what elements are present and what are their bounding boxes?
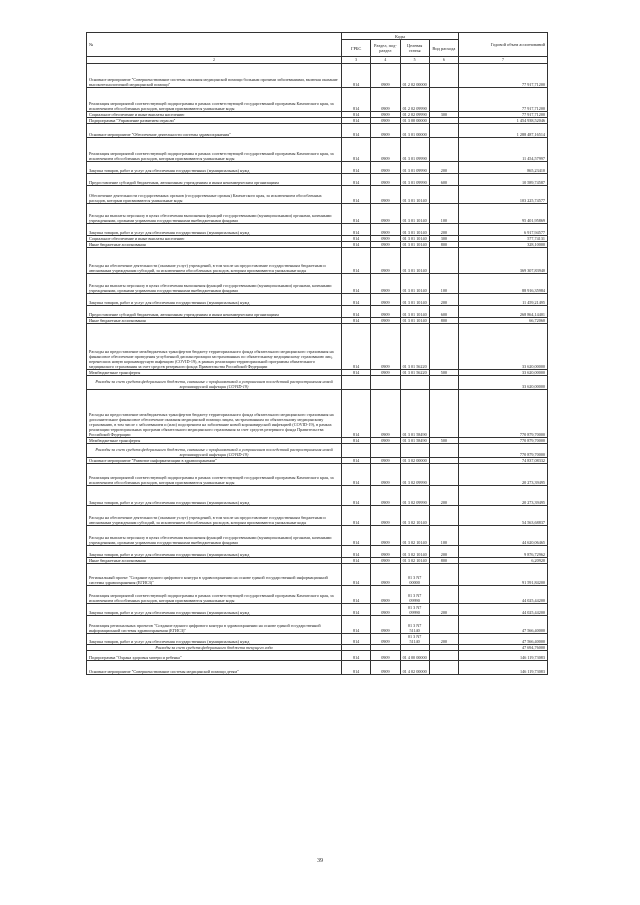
header-vr: Вид расхода xyxy=(429,40,458,57)
row-expense-type xyxy=(429,324,458,370)
row-razdel: 0909 xyxy=(371,306,400,318)
table-row xyxy=(87,306,548,318)
col-number: 4 xyxy=(371,57,400,64)
table-row xyxy=(87,634,548,645)
table-row xyxy=(87,506,548,526)
row-name: Закупка товаров, работ и услуг для обеспечения государственных (муниципальных) нужд xyxy=(87,486,342,506)
row-grbs: 814 xyxy=(342,138,371,162)
row-razdel: 0909 xyxy=(371,526,400,546)
row-expense-type: 200 xyxy=(429,604,458,616)
row-name: Реализация мероприятий соответствующей подпрограммы в рамках соответствующей государственной программы Камчатского края, за исключением обособленных расходов, которым присваиваются уникальные коды xyxy=(87,138,342,162)
row-expense-type: 200 xyxy=(429,634,458,645)
row-target-article: 01 3 02 09990 xyxy=(400,486,429,506)
row-grbs: 814 xyxy=(342,390,371,438)
column-number-row xyxy=(87,57,548,64)
row-amount: 6,20920 xyxy=(459,558,548,564)
row-razdel: 0909 xyxy=(371,651,400,661)
row-expense-type: 600 xyxy=(429,174,458,186)
row-grbs: 814 xyxy=(342,162,371,174)
row-target-article: 01 3 01 10140 xyxy=(400,236,429,242)
header-num: № xyxy=(87,33,342,57)
row-name: Расходы на обеспечение деятельности (оказание услуг) учреждений, в том числе на предоставление государственным бюджетным и автономным учреждениям субсидий, за исключением обособленных расходов, которым присваиваются уникальные коды xyxy=(87,506,342,526)
row-name: Закупка товаров, работ и услуг для обеспечения государственных (муниципальных) нужд xyxy=(87,604,342,616)
row-name: Основное мероприятие "Совершенствование системы оказания медицинской помощи больным прочими заболеваниями, включая оказание высокотехнологичной медицинской помощи" xyxy=(87,64,342,88)
row-grbs: 814 xyxy=(342,318,371,324)
row-name: Расходы на предоставление межбюджетных трансфертов бюджету территориального фонда обязательного медицинского страхования на дополнительное финансовое обеспечение оказания медицинской помощи лицам, застрахованным по обязательному медицинскому страхованию, в том числе с заболеванием и (или) подозрением на заболевание новой коронавирусной инфекцией (COVID-19), в рамках реализации территориальных программ обязательного медицинского страхования за счет средств резервного фонда Правительства Российской Федерации xyxy=(87,390,342,438)
row-expense-type: 500 xyxy=(429,438,458,444)
table-row xyxy=(87,376,548,390)
row-razdel: 0909 xyxy=(371,661,400,675)
table-row xyxy=(87,224,548,236)
row-grbs: 814 xyxy=(342,64,371,88)
row-name: Подпрограмма "Управление развитием отрасли" xyxy=(87,118,342,124)
row-target-article: 01 2 02 09990 xyxy=(400,88,429,112)
row-name: Социальное обеспечение и иные выплаты населению xyxy=(87,112,342,118)
table-row xyxy=(87,661,548,675)
table-row xyxy=(87,274,548,294)
row-razdel: 0909 xyxy=(371,546,400,558)
row-razdel: 0909 xyxy=(371,112,400,118)
row-razdel: 0909 xyxy=(371,586,400,604)
table-row xyxy=(87,390,548,438)
row-amount: 9 876,72962 xyxy=(459,546,548,558)
row-expense-type: 100 xyxy=(429,274,458,294)
row-razdel: 0909 xyxy=(371,236,400,242)
row-name: Реализация мероприятий соответствующей подпрограммы в рамках соответствующей государственной программы Камчатского края, за исключением обособленных расходов, которым присваиваются уникальные коды xyxy=(87,586,342,604)
row-grbs: 814 xyxy=(342,112,371,118)
row-razdel: 0909 xyxy=(371,162,400,174)
row-amount: 10 589,74587 xyxy=(459,174,548,186)
row-razdel: 0909 xyxy=(371,616,400,634)
row-target-article: 01 4 02 00000 xyxy=(400,661,429,675)
row-razdel: 0909 xyxy=(371,604,400,616)
row-amount: 1 454 938,52046 xyxy=(459,118,548,124)
row-amount: 865,23410 xyxy=(459,162,548,174)
page-number: 39 xyxy=(317,858,323,864)
row-expense-type xyxy=(429,586,458,604)
row-razdel: 0909 xyxy=(371,242,400,248)
row-target-article: 01 3 01 58490 xyxy=(400,438,429,444)
row-grbs: 814 xyxy=(342,118,371,124)
row-expense-type xyxy=(429,248,458,274)
row-target-article: 01 3 02 00000 xyxy=(400,458,429,464)
row-expense-type: 600 xyxy=(429,306,458,318)
row-target-article: 01 3 02 10140 xyxy=(400,558,429,564)
row-amount: 33 620,00000 xyxy=(459,370,548,376)
row-grbs: 814 xyxy=(342,564,371,586)
row-expense-type xyxy=(429,186,458,204)
table-row xyxy=(87,64,548,88)
row-amount: 577,74131 xyxy=(459,236,548,242)
table-row xyxy=(87,616,548,634)
row-grbs: 814 xyxy=(342,586,371,604)
row-target-article xyxy=(400,376,429,390)
row-amount: 770 879,70000 xyxy=(459,390,548,438)
row-grbs: 814 xyxy=(342,274,371,294)
row-target-article: 01 2 02 00000 xyxy=(400,64,429,88)
row-name: Реализация мероприятий соответствующей подпрограммы в рамках соответствующей государственной программы Камчатского края, за исключением обособленных расходов, которым присваиваются уникальные коды xyxy=(87,88,342,112)
row-amount: 11 459,21495 xyxy=(459,294,548,306)
row-amount: 91 591,84200 xyxy=(459,564,548,586)
table-row xyxy=(87,486,548,506)
row-name: Иные бюджетные ассигнования xyxy=(87,242,342,248)
row-name: Иные бюджетные ассигнования xyxy=(87,558,342,564)
row-name: Расходы на предоставление межбюджетных трансфертов бюджету территориального фонда обязательного медицинского страхования на финансовое обеспечение проведения углубленной диспансеризации застрахованных по обязательному медицинскому страхованию лиц, перенесших новую коронавирусную инфекцию (COVID-19), в рамках реализации территориальной программы обязательного медицинского страхования за счет средств резервного фонда Правительства Российской Федерации xyxy=(87,324,342,370)
row-expense-type: 200 xyxy=(429,486,458,506)
row-expense-type xyxy=(429,88,458,112)
row-amount: 77 917,71200 xyxy=(459,88,548,112)
row-expense-type: 800 xyxy=(429,242,458,248)
col-number: 5 xyxy=(400,57,429,64)
row-grbs: 814 xyxy=(342,370,371,376)
row-name: Закупка товаров, работ и услуг для обеспечения государственных (муниципальных) нужд xyxy=(87,224,342,236)
row-target-article: 01 3 01 09990 xyxy=(400,162,429,174)
table-row xyxy=(87,546,548,558)
row-name: Расходы на выплаты персоналу в целях обеспечения выполнения функций государственными (муниципальными) органами, казенными учреждениями, органами управления государственными внебюджетными фондами xyxy=(87,274,342,294)
table-row xyxy=(87,138,548,162)
row-expense-type: 100 xyxy=(429,204,458,224)
row-amount: 11 454,57997 xyxy=(459,138,548,162)
row-name: Закупка товаров, работ и услуг для обеспечения государственных (муниципальных) нужд xyxy=(87,294,342,306)
row-grbs: 814 xyxy=(342,174,371,186)
row-grbs: 814 xyxy=(342,616,371,634)
row-expense-type xyxy=(429,64,458,88)
table-row xyxy=(87,88,548,112)
row-expense-type xyxy=(429,390,458,438)
row-amount: 74 837,08332 xyxy=(459,458,548,464)
row-grbs: 814 xyxy=(342,634,371,645)
row-grbs xyxy=(342,444,371,458)
row-grbs: 814 xyxy=(342,324,371,370)
row-amount: 47 566,40000 xyxy=(459,616,548,634)
row-amount: 770 879,70000 xyxy=(459,438,548,444)
budget-table-sheet xyxy=(86,32,548,842)
row-expense-type: 800 xyxy=(429,558,458,564)
row-expense-type xyxy=(429,376,458,390)
row-grbs: 814 xyxy=(342,526,371,546)
table-row xyxy=(87,186,548,204)
row-target-article: 01 3 01 09990 xyxy=(400,174,429,186)
row-target-article: 01 3 N7 09990 xyxy=(400,604,429,616)
table-row xyxy=(87,444,548,458)
col-number: 7 xyxy=(459,57,548,64)
row-name: Основное мероприятие "Совершенствование системы медицинской помощи детям" xyxy=(87,661,342,675)
row-razdel: 0909 xyxy=(371,124,400,138)
row-name: Реализация мероприятий соответствующей подпрограммы в рамках соответствующей государственной программы Камчатского края, за исключением обособленных расходов, которым присваиваются уникальные коды xyxy=(87,464,342,486)
row-grbs: 814 xyxy=(342,661,371,675)
row-razdel: 0909 xyxy=(371,248,400,274)
row-razdel: 0909 xyxy=(371,564,400,586)
table-row xyxy=(87,124,548,138)
row-amount: 44 620,06465 xyxy=(459,526,548,546)
row-razdel: 0909 xyxy=(371,174,400,186)
row-name: Закупка товаров, работ и услуг для обеспечения государственных (муниципальных) нужд xyxy=(87,634,342,645)
row-amount: 33 620,00000 xyxy=(459,376,548,390)
row-razdel: 0909 xyxy=(371,294,400,306)
row-expense-type: 200 xyxy=(429,294,458,306)
row-name: Межбюджетные трансферты xyxy=(87,438,342,444)
row-grbs: 814 xyxy=(342,458,371,464)
table-row xyxy=(87,248,548,274)
row-amount: 44 025,44200 xyxy=(459,604,548,616)
table-row xyxy=(87,526,548,546)
row-target-article: 01 3 00 00000 xyxy=(400,118,429,124)
row-grbs: 814 xyxy=(342,306,371,318)
row-target-article: 01 3 01 10140 xyxy=(400,306,429,318)
col-number: 2 xyxy=(87,57,342,64)
row-target-article: 01 3 01 58490 xyxy=(400,390,429,438)
row-name: Региональный проект "Создание единого цифрового контура в здравоохранении на основе единой государственной информационной системы здравоохранения (ЕГИСЗ)" xyxy=(87,564,342,586)
row-razdel: 0909 xyxy=(371,224,400,236)
row-expense-type: 200 xyxy=(429,546,458,558)
row-grbs: 814 xyxy=(342,506,371,526)
header-codes: Коды xyxy=(342,33,459,40)
table-body xyxy=(87,57,548,675)
row-razdel: 0909 xyxy=(371,458,400,464)
row-target-article: 01 3 01 10140 xyxy=(400,186,429,204)
row-name: Расходы за счет средств федерального бюджета, связанные с профилактикой и устранением последствий распространения новой коронавирусной инфекции (COVID-19) xyxy=(87,444,342,458)
row-amount: 47 694,76000 xyxy=(459,645,548,651)
row-target-article: 01 3 01 10140 xyxy=(400,204,429,224)
row-target-article: 01 4 00 00000 xyxy=(400,651,429,661)
row-target-article: 01 3 01 10140 xyxy=(400,294,429,306)
row-amount: 54 563,68837 xyxy=(459,506,548,526)
row-amount: 103 225,74577 xyxy=(459,186,548,204)
row-amount: 20 273,39495 xyxy=(459,486,548,506)
row-grbs: 814 xyxy=(342,558,371,564)
row-razdel: 0909 xyxy=(371,486,400,506)
row-expense-type xyxy=(429,138,458,162)
row-name: Основное мероприятие "Развитие информатизации в здравоохранении" xyxy=(87,458,342,464)
row-amount: 66,72060 xyxy=(459,318,548,324)
row-razdel: 0909 xyxy=(371,186,400,204)
header-sum: Годовой объем ассигнований xyxy=(459,33,548,57)
table-row xyxy=(87,464,548,486)
col-number: 6 xyxy=(429,57,458,64)
row-grbs: 814 xyxy=(342,546,371,558)
row-expense-type xyxy=(429,564,458,586)
header-razdel: Раздел, под-раздел xyxy=(371,40,400,57)
row-razdel: 0909 xyxy=(371,370,400,376)
row-razdel xyxy=(371,444,400,458)
row-target-article: 01 3 02 10140 xyxy=(400,526,429,546)
row-name: Социальное обеспечение и иные выплаты населению xyxy=(87,236,342,242)
row-target-article: 01 3 N7 51140 xyxy=(400,616,429,634)
row-expense-type: 100 xyxy=(429,526,458,546)
header-cs: Целевая статья xyxy=(400,40,429,57)
row-expense-type: 300 xyxy=(429,112,458,118)
table-row xyxy=(87,651,548,661)
row-amount: 95 401,95869 xyxy=(459,204,548,224)
row-grbs: 814 xyxy=(342,438,371,444)
row-target-article xyxy=(400,444,429,458)
table-row xyxy=(87,604,548,616)
row-name: Основное мероприятие "Обеспечение деятельности системы здравоохранения" xyxy=(87,124,342,138)
row-razdel: 0909 xyxy=(371,88,400,112)
row-grbs: 814 xyxy=(342,236,371,242)
row-expense-type: 200 xyxy=(429,162,458,174)
row-razdel xyxy=(371,376,400,390)
row-target-article: 01 2 02 09990 xyxy=(400,112,429,118)
row-expense-type: 300 xyxy=(429,236,458,242)
col-number: 3 xyxy=(342,57,371,64)
row-grbs: 814 xyxy=(342,186,371,204)
row-grbs: 814 xyxy=(342,486,371,506)
row-razdel: 0909 xyxy=(371,274,400,294)
row-target-article: 01 3 01 10140 xyxy=(400,248,429,274)
row-amount: 77 917,71200 xyxy=(459,112,548,118)
row-grbs: 814 xyxy=(342,604,371,616)
row-grbs: 814 xyxy=(342,464,371,486)
table-row xyxy=(87,162,548,174)
row-razdel: 0909 xyxy=(371,390,400,438)
row-amount: 6 917,94577 xyxy=(459,224,548,236)
row-target-article: 01 3 01 10140 xyxy=(400,224,429,236)
row-razdel: 0909 xyxy=(371,506,400,526)
row-target-article: 01 3 02 09990 xyxy=(400,464,429,486)
row-razdel: 0909 xyxy=(371,464,400,486)
row-name: Расходы на выплаты персоналу в целях обеспечения выполнения функций государственными (муниципальными) органами, казенными учреждениями, органами управления государственными внебюджетными фондами xyxy=(87,526,342,546)
row-name: Межбюджетные трансферты xyxy=(87,370,342,376)
row-razdel: 0909 xyxy=(371,324,400,370)
row-target-article: 01 3 02 10140 xyxy=(400,546,429,558)
table-row xyxy=(87,204,548,224)
row-target-article: 01 3 01 09990 xyxy=(400,138,429,162)
row-grbs: 814 xyxy=(342,124,371,138)
row-expense-type xyxy=(429,506,458,526)
row-expense-type xyxy=(429,464,458,486)
header-grbs: ГРБС xyxy=(342,40,371,57)
row-grbs: 814 xyxy=(342,294,371,306)
row-grbs: 814 xyxy=(342,651,371,661)
row-name: Предоставление субсидий бюджетным, автономным учреждениям и иным некоммерческим организациям xyxy=(87,306,342,318)
row-target-article: 01 3 N7 51140 xyxy=(400,634,429,645)
row-razdel: 0909 xyxy=(371,558,400,564)
row-grbs: 814 xyxy=(342,242,371,248)
row-target-article: 01 3 N7 09990 xyxy=(400,586,429,604)
row-name: Закупка товаров, работ и услуг для обеспечения государственных (муниципальных) нужд xyxy=(87,546,342,558)
row-expense-type xyxy=(429,651,458,661)
row-name: Расходы на обеспечение деятельности (оказание услуг) учреждений, в том числе на предоставление государственным бюджетным и автономным учреждениям субсидий, за исключением обособленных расходов, которым присваиваются уникальные коды xyxy=(87,248,342,274)
row-razdel: 0909 xyxy=(371,138,400,162)
row-amount: 20 273,39495 xyxy=(459,464,548,486)
row-amount: 44 025,44200 xyxy=(459,586,548,604)
table-row xyxy=(87,324,548,370)
row-name: Расходы на выплаты персоналу в целях обеспечения выполнения функций государственными (муниципальными) органами, казенными учреждениями, органами управления государственными внебюджетными фондами xyxy=(87,204,342,224)
table-row xyxy=(87,294,548,306)
row-target-article: 01 3 01 10140 xyxy=(400,274,429,294)
row-amount: 88 916,35984 xyxy=(459,274,548,294)
row-grbs: 814 xyxy=(342,204,371,224)
row-name: Обеспечение деятельности государственных органов (государственные органы) Камчатского края, за исключением обособленных расходов, которым присваиваются уникальные коды xyxy=(87,186,342,204)
row-grbs: 814 xyxy=(342,88,371,112)
row-razdel: 0909 xyxy=(371,204,400,224)
row-name: Подпрограмма "Охрана здоровья матери и ребенка" xyxy=(87,651,342,661)
row-target-article: 01 3 01 00000 xyxy=(400,124,429,138)
row-name: Предоставление субсидий бюджетным, автономным учреждениям и иным некоммерческим организациям xyxy=(87,174,342,186)
row-amount: 770 879,70000 xyxy=(459,444,548,458)
row-amount: 146 119,73083 xyxy=(459,651,548,661)
budget-table xyxy=(86,32,548,675)
row-name: Закупка товаров, работ и услуг для обеспечения государственных (муниципальных) нужд xyxy=(87,162,342,174)
row-amount: 328,10000 xyxy=(459,242,548,248)
row-target-article: 01 3 01 56220 xyxy=(400,370,429,376)
row-name: Иные бюджетные ассигнования xyxy=(87,318,342,324)
row-razdel: 0909 xyxy=(371,64,400,88)
row-expense-type: 200 xyxy=(429,224,458,236)
row-expense-type xyxy=(429,444,458,458)
table-row xyxy=(87,174,548,186)
row-name: Расходы за счет средств федерального бюджета, связанные с профилактикой и устранением последствий распространения новой коронавирусной инфекции (COVID-19) xyxy=(87,376,342,390)
row-razdel: 0909 xyxy=(371,438,400,444)
row-target-article: 01 3 01 10140 xyxy=(400,242,429,248)
row-razdel: 0909 xyxy=(371,634,400,645)
row-amount: 33 620,00000 xyxy=(459,324,548,370)
row-target-article: 01 3 01 10140 xyxy=(400,318,429,324)
row-amount: 1 288 487,16514 xyxy=(459,124,548,138)
row-name: Расходы за счет средств федерального бюджета текущего года xyxy=(87,645,342,651)
row-amount: 47 566,40000 xyxy=(459,634,548,645)
row-target-article: 01 3 N7 00000 xyxy=(400,564,429,586)
row-razdel: 0909 xyxy=(371,318,400,324)
row-amount: 369 307,83940 xyxy=(459,248,548,274)
row-expense-type: 500 xyxy=(429,370,458,376)
row-amount: 77 917,71200 xyxy=(459,64,548,88)
row-grbs xyxy=(342,376,371,390)
table-row xyxy=(87,586,548,604)
row-expense-type xyxy=(429,616,458,634)
row-grbs: 814 xyxy=(342,224,371,236)
row-amount: 146 119,73083 xyxy=(459,661,548,675)
row-expense-type: 800 xyxy=(429,318,458,324)
row-name: Реализация региональных проектов "Создание единого цифрового контура в здравоохранении на основе единой государственной информационной системы здравоохранения (ЕГИСЗ)" xyxy=(87,616,342,634)
row-expense-type xyxy=(429,661,458,675)
table-row xyxy=(87,564,548,586)
row-expense-type xyxy=(429,124,458,138)
row-target-article: 01 3 01 56220 xyxy=(400,324,429,370)
row-razdel: 0909 xyxy=(371,118,400,124)
row-grbs: 814 xyxy=(342,248,371,274)
row-amount: 268 864,14401 xyxy=(459,306,548,318)
row-target-article: 01 3 02 10140 xyxy=(400,506,429,526)
